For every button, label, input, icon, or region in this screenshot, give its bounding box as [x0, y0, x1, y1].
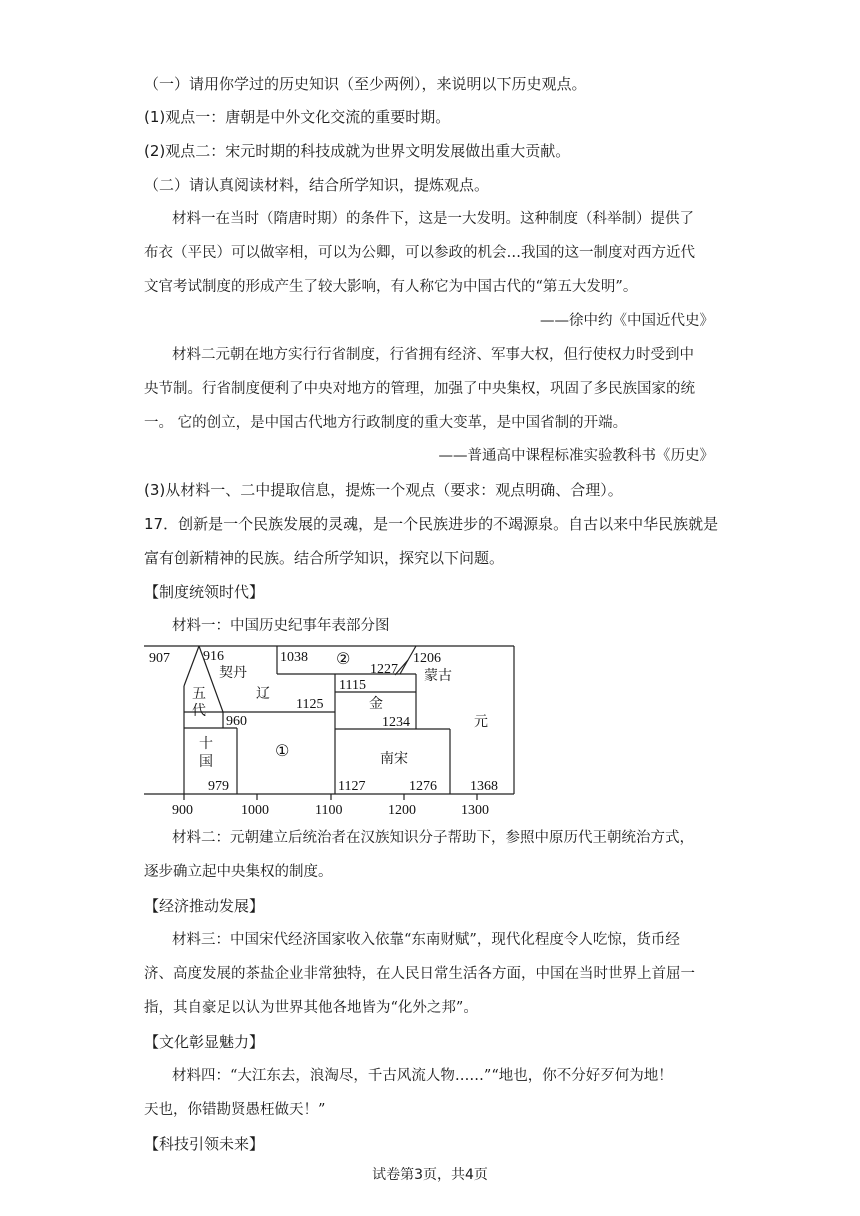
- label-shi: 十: [199, 736, 213, 752]
- axis-tick-1300: 1300: [461, 803, 489, 818]
- label-jin: 金: [369, 696, 383, 712]
- label-1038: 1038: [280, 650, 308, 665]
- label-1125: 1125: [296, 697, 324, 712]
- label-1276: 1276: [409, 779, 437, 794]
- material-b-line-1: 材料二：元朝建立后统治者在汉族知识分子帮助下，参照中原历代王朝统治方式，: [172, 830, 694, 846]
- label-menggu: 蒙古: [424, 668, 452, 684]
- label-wu: 五: [192, 686, 206, 702]
- label-979: 979: [208, 779, 229, 794]
- material-1-source: ——徐中约《中国近代史》: [540, 313, 714, 329]
- question-17-line-1: 17．创新是一个民族发展的灵魂，是一个民族进步的不竭源泉。自古以来中华民族就是: [144, 515, 719, 533]
- part2-intro: （二）请认真阅读材料，结合所学知识，提炼观点。: [144, 176, 490, 194]
- label-qidan: 契丹: [219, 665, 247, 681]
- section-heading-technology: 【科技引领未来】: [144, 1135, 265, 1153]
- material-d-line-2: 天也，你错勘贤愚枉做天！”: [144, 1102, 326, 1118]
- label-907: 907: [149, 651, 170, 666]
- section-heading-institutions: 【制度统领时代】: [144, 583, 265, 601]
- question-3: (3)从材料一、二中提取信息，提炼一个观点（要求：观点明确、合理）。: [144, 481, 623, 499]
- material-1-line-2: 布衣（平民）可以做宰相，可以为公卿，可以参政的机会…我国的这一制度对西方近代: [144, 245, 695, 261]
- axis-tick-1200: 1200: [388, 803, 416, 818]
- label-liao: 辽: [256, 686, 270, 702]
- question-1: (1)观点一：唐朝是中外文化交流的重要时期。: [144, 108, 451, 126]
- material-c-line-3: 指，其自豪足以认为世界其他各地皆为“化外之邦”。: [144, 1000, 478, 1016]
- label-yuan: 元: [474, 714, 488, 730]
- material-b-line-2: 逐步确立起中央集权的制度。: [144, 864, 333, 880]
- label-guo: 国: [199, 754, 213, 770]
- material-c-line-2: 济、高度发展的茶盐企业非常独特，在人民日常生活各方面，中国在当时世界上首屈一: [144, 966, 695, 982]
- material-c-line-1: 材料三：中国宋代经济国家收入依靠“东南财赋”，现代化程度令人吃惊，货币经: [172, 932, 680, 948]
- material-a-caption: 材料一：中国历史纪事年表部分图: [172, 618, 390, 634]
- label-1234: 1234: [382, 715, 410, 730]
- section-heading-culture: 【文化彰显魅力】: [144, 1033, 265, 1051]
- page-footer: 试卷第3页，共4页: [372, 1167, 488, 1183]
- material-d-line-1: 材料四：“大江东去，浪淘尽，千古风流人物……”“地也，你不分好歹何为地！: [172, 1068, 673, 1084]
- part1-intro: （一）请用你学过的历史知识（至少两例），来说明以下历史观点。: [144, 75, 587, 93]
- material-1-line-3: 文官考试制度的形成产生了较大影响，有人称它为中国古代的“第五大发明”。: [144, 279, 638, 295]
- material-2-source: ——普通高中课程标准实验教科书《历史》: [438, 448, 714, 464]
- label-circle-1: ①: [275, 741, 290, 760]
- material-1-line-1: 材料一在当时（隋唐时期）的条件下，这是一大发明。这种制度（科举制）提供了: [172, 211, 694, 227]
- label-1227: 1227: [370, 662, 398, 677]
- label-916: 916: [203, 649, 224, 664]
- material-2-line-3: 一。 它的创立，是中国古代地方行政制度的重大变革，是中国省制的开端。: [144, 415, 628, 431]
- material-2-line-1: 材料二元朝在地方实行行省制度，行省拥有经济、军事大权，但行使权力时受到中: [172, 347, 694, 363]
- axis-tick-1100: 1100: [315, 803, 343, 818]
- timeline-chart: [140, 640, 520, 820]
- section-heading-economy: 【经济推动发展】: [144, 897, 265, 915]
- material-2-line-2: 央节制。行省制度便利了中央对地方的管理，加强了中央集权，巩固了多民族国家的统: [144, 381, 695, 397]
- label-1127: 1127: [338, 779, 366, 794]
- question-17-line-2: 富有创新精神的民族。结合所学知识，探究以下问题。: [144, 549, 505, 567]
- axis-tick-900: 900: [172, 803, 193, 818]
- label-circle-2: ②: [336, 649, 351, 668]
- label-1206: 1206: [413, 651, 441, 666]
- label-1115: 1115: [339, 678, 366, 693]
- label-960: 960: [226, 714, 247, 729]
- label-nansong: 南宋: [380, 751, 408, 767]
- axis-tick-1000: 1000: [241, 803, 269, 818]
- question-2: (2)观点二：宋元时期的科技成就为世界文明发展做出重大贡献。: [144, 142, 571, 160]
- label-dai: 代: [192, 703, 206, 719]
- label-1368: 1368: [470, 779, 498, 794]
